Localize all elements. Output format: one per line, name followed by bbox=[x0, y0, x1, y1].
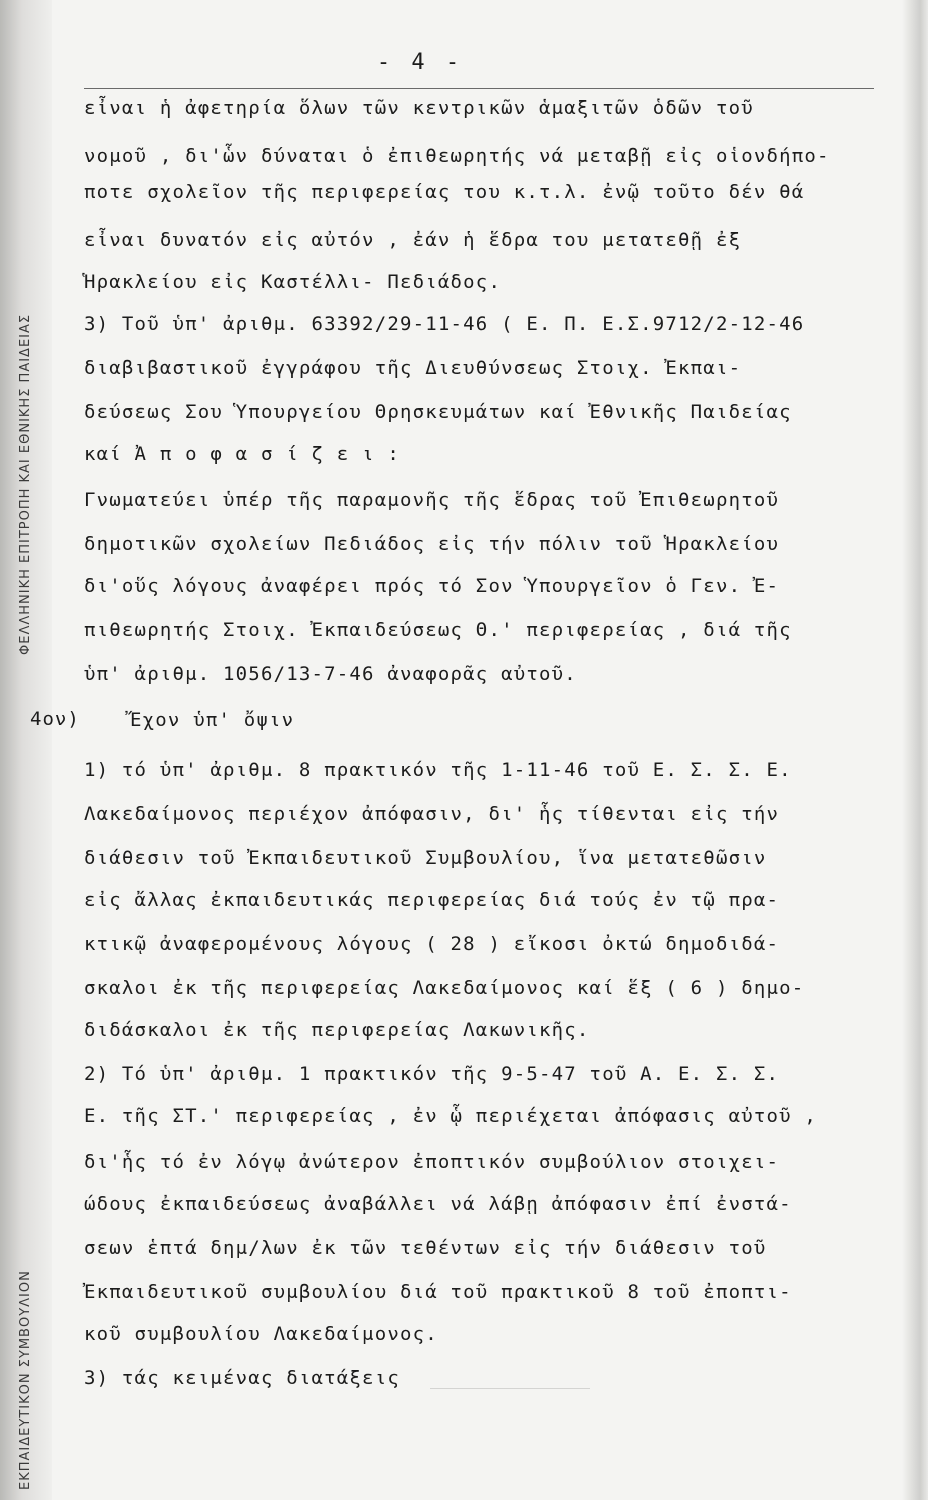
text-line: εἰς ἄλλας ἐκπαιδευτικάς περιφερείας διά τούς ἐν τῷ πρα- bbox=[84, 889, 780, 911]
text-line: δι'ἧς τό ἐν λόγῳ ἀνώτερον ἐποπτικόν συμβούλιον στοιχει- bbox=[84, 1151, 780, 1173]
text-line: δεύσεως Σου Ὑπουργείου Θρησκευμάτων καί Ἐθνικῆς Παιδείας bbox=[84, 401, 792, 423]
text-line: διάθεσιν τοῦ Ἐκπαιδευτικοῦ Συμβουλίου, ἵνα μετατεθῶσιν bbox=[84, 847, 767, 869]
text-line: 2) Τό ὑπ' ἀριθμ. 1 πρακτικόν τῆς 9-5-47 τοῦ Α. Ε. Σ. Σ. bbox=[84, 1063, 780, 1085]
page-number: - 4 - bbox=[376, 50, 464, 75]
faint-stamp bbox=[430, 1388, 590, 1419]
text-line: διαβιβαστικοῦ ἐγγράφου τῆς Διευθύνσεως Στοιχ. Ἐκπαι- bbox=[84, 357, 742, 379]
text-line: Ε. τῆς ΣΤ.' περιφερείας , ἐν ᾧ περιέχεται ἀπόφασις αὐτοῦ , bbox=[84, 1105, 818, 1127]
text-line: πιθεωρητής Στοιχ. Ἐκπαιδεύσεως Θ.' περιφερείας , διά τῆς bbox=[84, 619, 792, 641]
text-line: κοῦ συμβουλίου Λακεδαίμονος. bbox=[84, 1323, 438, 1345]
text-line: δι'οὕς λόγους ἀναφέρει πρός τό Σον Ὑπουργεῖον ὁ Γεν. Ἐ- bbox=[84, 575, 780, 597]
page-edge-shadow bbox=[902, 0, 928, 1500]
text-line: Λακεδαίμονος περιέχον ἀπόφασιν, δι' ἧς τίθενται εἰς τήν bbox=[84, 803, 780, 825]
text-line: δημοτικῶν σχολείων Πεδιάδος εἰς τήν πόλιν τοῦ Ἡρακλείου bbox=[84, 533, 780, 555]
text-line: Γνωματεύει ὑπέρ τῆς παραμονῆς τῆς ἕδρας τοῦ Ἐπιθεωρητοῦ bbox=[84, 489, 780, 511]
text-line: ὑπ' ἀριθμ. 1056/13-7-46 ἀναφορᾶς αὐτοῦ. bbox=[84, 663, 577, 685]
text-line: κτικῷ ἀναφερομένους λόγους ( 28 ) εἴκοσι ὀκτώ δημοδιδά- bbox=[84, 933, 780, 955]
text-line: διδάσκαλοι ἐκ τῆς περιφερείας Λακωνικῆς. bbox=[84, 1019, 590, 1041]
text-line: ώδους ἐκπαιδεύσεως ἀναβάλλει νά λάβῃ ἀπόφασιν ἐπί ἐνστά- bbox=[84, 1193, 792, 1215]
text-line: ποτε σχολεῖον τῆς περιφερείας του κ.τ.λ. ἐνῷ τοῦτο δέν θά bbox=[84, 181, 805, 203]
margin-label: 4ον) bbox=[30, 708, 80, 730]
text-line: σεων ἑπτά δημ/λων ἐκ τῶν τεθέντων εἰς τήν διάθεσιν τοῦ bbox=[84, 1237, 767, 1259]
spine-text-bottom: ΕΚΠΑΙΔΕΥΤΙΚΟΝ ΣΥΜΒΟΥΛΙΟΝ bbox=[18, 1270, 33, 1490]
text-line: 1) τό ὑπ' ἀριθμ. 8 πρακτικόν τῆς 1-11-46 τοῦ Ε. Σ. Σ. Ε. bbox=[84, 759, 792, 781]
text-line: Ἡρακλείου εἰς Καστέλλι- Πεδιάδος. bbox=[84, 271, 502, 293]
text-line: εἶναι δυνατόν εἰς αὐτόν , ἐάν ἡ ἕδρα του μετατεθῇ ἐξ bbox=[84, 229, 742, 251]
text-line: σκαλοι ἐκ τῆς περιφερείας Λακεδαίμονος καί ἕξ ( 6 ) δημο- bbox=[84, 977, 805, 999]
header-rule bbox=[84, 88, 874, 89]
text-line: Ἔχον ὑπ' ὄψιν bbox=[130, 709, 295, 731]
text-line: εἶναι ἡ ἀφετηρία ὅλων τῶν κεντρικῶν ἁμαξιτῶν ὁδῶν τοῦ bbox=[84, 97, 754, 119]
text-line: Ἐκπαιδευτικοῦ συμβουλίου διά τοῦ πρακτικοῦ 8 τοῦ ἐποπτι- bbox=[84, 1281, 792, 1303]
text-line: 3) Τοῦ ὑπ' ἀριθμ. 63392/29-11-46 ( Ε. Π. Ε.Σ.9712/2-12-46 bbox=[84, 313, 805, 335]
text-line: 3) τάς κειμένας διατάξεις bbox=[84, 1367, 400, 1389]
spine-text-top: ΦΕΛΛΗΝΙΚΗ ΕΠΙΤΡΟΠΗ ΚΑΙ ΕΘΝΙΚΗΣ ΠΑΙΔΕΙΑΣ bbox=[18, 313, 33, 655]
text-line: καί Ἀ π ο φ α σ ί ζ ε ι : bbox=[84, 443, 400, 465]
text-line: νομοῦ , δι'ὧν δύναται ὁ ἐπιθεωρητής νά μεταβῇ εἰς οἱονδήπο- bbox=[84, 145, 830, 167]
